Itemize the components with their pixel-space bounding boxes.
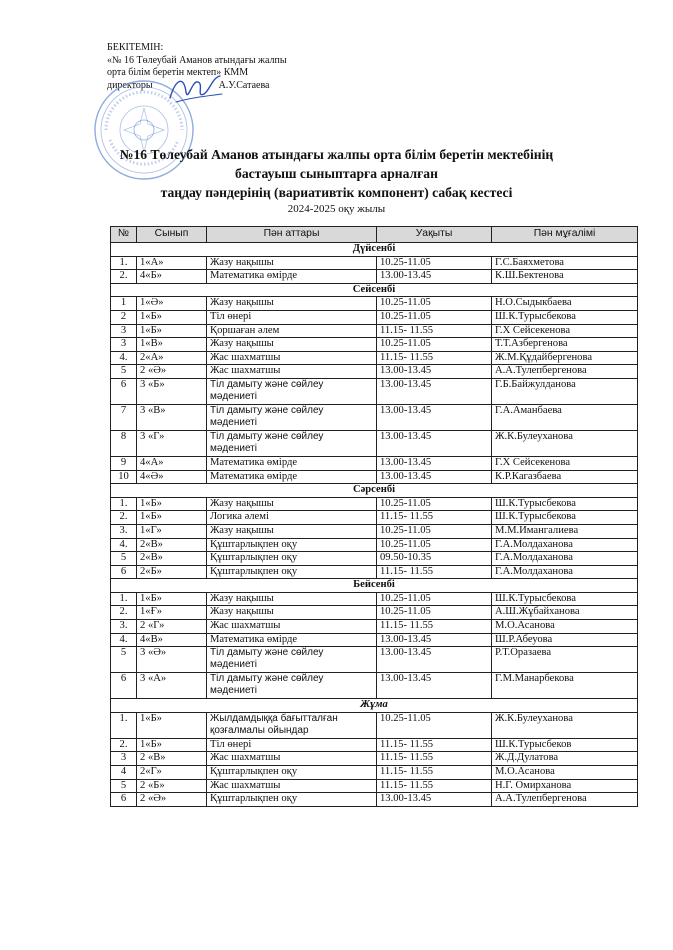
- table-row: [111, 338, 638, 352]
- row-number: 4.: [111, 633, 137, 647]
- teacher-cell: Ш.К.Турысбекова: [492, 511, 638, 525]
- header-subject: Пән аттары: [207, 227, 377, 243]
- title-line-2: бастауыш сыныптарға арналған: [235, 166, 438, 181]
- time-cell: 13.00-13.45: [377, 647, 492, 673]
- time-cell: 11.15- 11.55: [377, 752, 492, 766]
- subject-cell: Қоршаған әлем: [207, 324, 377, 338]
- table-row: [111, 673, 638, 699]
- row-number: 6: [111, 565, 137, 579]
- class-cell: 1«Б»: [137, 324, 207, 338]
- row-number: 4: [111, 766, 137, 780]
- table-row: [111, 310, 638, 324]
- subject-cell: Жазу нақышы: [207, 592, 377, 606]
- row-number: 2.: [111, 606, 137, 620]
- subject-cell: Тіл дамыту және сөйлеу мәдениеті: [207, 404, 377, 430]
- table-row: [111, 592, 638, 606]
- time-cell: 11.15- 11.55: [377, 324, 492, 338]
- subject-cell: Жазу нақышы: [207, 338, 377, 352]
- time-cell: 09.50-10.35: [377, 552, 492, 566]
- subject-cell: Құштарлықпен оқу: [207, 565, 377, 579]
- row-number: 5: [111, 779, 137, 793]
- time-cell: 10.25-11.05: [377, 297, 492, 311]
- title-line-3: таңдау пәндерінің (вариативтік компонент) сабақ кестесі: [160, 185, 513, 200]
- subject-cell: Жазу нақышы: [207, 606, 377, 620]
- table-row: [111, 620, 638, 634]
- day-row: [111, 579, 638, 593]
- subject-cell: Құштарлықпен оқу: [207, 552, 377, 566]
- day-name: Сәрсенбі: [111, 484, 638, 498]
- row-number: 3: [111, 324, 137, 338]
- director-name: А.У.Сатаева: [218, 79, 270, 91]
- day-name: Бейсенбі: [111, 579, 638, 593]
- class-cell: 2 «Ә»: [137, 793, 207, 807]
- class-cell: 1«Ә»: [137, 297, 207, 311]
- class-cell: 1«Ғ»: [137, 606, 207, 620]
- row-number: 10: [111, 470, 137, 484]
- class-cell: 2 «Б»: [137, 779, 207, 793]
- subject-cell: Жазу нақышы: [207, 524, 377, 538]
- row-number: 2.: [111, 511, 137, 525]
- class-cell: 1«Б»: [137, 712, 207, 738]
- row-number: 5: [111, 552, 137, 566]
- subject-cell: Тіл өнері: [207, 310, 377, 324]
- title-line-1: №16 Төлеубай Аманов атындағы жалпы орта білім беретін мектебінің: [119, 147, 554, 162]
- time-cell: 13.00-13.45: [377, 633, 492, 647]
- row-number: 5: [111, 365, 137, 379]
- table-row: [111, 793, 638, 807]
- table-row: [111, 256, 638, 270]
- class-cell: 2«Б»: [137, 565, 207, 579]
- time-cell: 10.25-11.05: [377, 310, 492, 324]
- class-cell: 1«Б»: [137, 310, 207, 324]
- teacher-cell: Г.А.Молдаханова: [492, 565, 638, 579]
- table-row: [111, 511, 638, 525]
- subject-cell: Құштарлықпен оқу: [207, 793, 377, 807]
- time-cell: 13.00-13.45: [377, 456, 492, 470]
- schedule-table: [110, 226, 638, 807]
- teacher-cell: Г.А.Молдаханова: [492, 538, 638, 552]
- class-cell: 1«В»: [137, 338, 207, 352]
- teacher-cell: А.А.Тулепбергенова: [492, 793, 638, 807]
- teacher-cell: Т.Т.Азбергенова: [492, 338, 638, 352]
- class-cell: 3 «Б»: [137, 378, 207, 404]
- class-cell: 1«Б»: [137, 738, 207, 752]
- approval-school-line: «№ 16 Төлеубай Аманов атындағы жалпы: [107, 54, 287, 66]
- time-cell: 10.25-11.05: [377, 524, 492, 538]
- time-cell: 10.25-11.05: [377, 497, 492, 511]
- time-cell: 10.25-11.05: [377, 338, 492, 352]
- class-cell: 3 «Г»: [137, 430, 207, 456]
- row-number: 7: [111, 404, 137, 430]
- day-row: [111, 283, 638, 297]
- row-number: 1.: [111, 712, 137, 738]
- table-row: [111, 766, 638, 780]
- teacher-cell: Ш.К.Турысбеков: [492, 738, 638, 752]
- subject-cell: Математика өмірде: [207, 470, 377, 484]
- row-number: 1.: [111, 256, 137, 270]
- class-cell: 2«В»: [137, 552, 207, 566]
- academic-year: 2024-2025 оқу жылы: [287, 203, 386, 215]
- table-row: [111, 538, 638, 552]
- table-row: [111, 430, 638, 456]
- row-number: 6: [111, 673, 137, 699]
- document-title: [0, 145, 673, 216]
- header-teacher: Пән мұғалімі: [492, 227, 638, 243]
- time-cell: 11.15- 11.55: [377, 779, 492, 793]
- row-number: 2.: [111, 270, 137, 284]
- time-cell: 13.00-13.45: [377, 470, 492, 484]
- teacher-cell: Г.С.Баяхметова: [492, 256, 638, 270]
- teacher-cell: Г.А.Аманбаева: [492, 404, 638, 430]
- teacher-cell: Ж.М.Құдайбергенова: [492, 351, 638, 365]
- subject-cell: Жас шахматшы: [207, 779, 377, 793]
- teacher-cell: Ж.К.Булеуханова: [492, 712, 638, 738]
- table-row: [111, 456, 638, 470]
- subject-cell: Жас шахматшы: [207, 752, 377, 766]
- class-cell: 2«В»: [137, 538, 207, 552]
- table-row: [111, 324, 638, 338]
- table-row: [111, 779, 638, 793]
- table-row: [111, 633, 638, 647]
- time-cell: 11.15- 11.55: [377, 351, 492, 365]
- teacher-cell: М.М.Имангалиева: [492, 524, 638, 538]
- row-number: 4.: [111, 351, 137, 365]
- class-cell: 4«А»: [137, 456, 207, 470]
- time-cell: 13.00-13.45: [377, 673, 492, 699]
- row-number: 3: [111, 752, 137, 766]
- row-number: 1.: [111, 497, 137, 511]
- subject-cell: Жылдамдыққа бағытталған қозғалмалы ойындар: [207, 712, 377, 738]
- teacher-cell: Ш.К.Турысбекова: [492, 497, 638, 511]
- class-cell: 1«Б»: [137, 592, 207, 606]
- time-cell: 13.00-13.45: [377, 404, 492, 430]
- table-row: [111, 404, 638, 430]
- class-cell: 4«Б»: [137, 270, 207, 284]
- day-name: Сейсенбі: [111, 283, 638, 297]
- time-cell: 10.25-11.05: [377, 606, 492, 620]
- subject-cell: Жазу нақышы: [207, 297, 377, 311]
- time-cell: 10.25-11.05: [377, 712, 492, 738]
- teacher-cell: М.О.Асанова: [492, 620, 638, 634]
- time-cell: 10.25-11.05: [377, 538, 492, 552]
- approval-org-line: орта білім беретін мектеп» КММ: [107, 67, 249, 78]
- table-header-row: [111, 227, 638, 243]
- time-cell: 11.15- 11.55: [377, 565, 492, 579]
- time-cell: 10.25-11.05: [377, 256, 492, 270]
- teacher-cell: Ж.Д.Дулатова: [492, 752, 638, 766]
- row-number: 1: [111, 297, 137, 311]
- table-row: [111, 552, 638, 566]
- class-cell: 2 «Ә»: [137, 365, 207, 379]
- row-number: 3.: [111, 620, 137, 634]
- teacher-cell: Н.Г. Омирханова: [492, 779, 638, 793]
- day-row: [111, 484, 638, 498]
- subject-cell: Жазу нақышы: [207, 497, 377, 511]
- subject-cell: Жас шахматшы: [207, 365, 377, 379]
- time-cell: 13.00-13.45: [377, 378, 492, 404]
- table-row: [111, 565, 638, 579]
- subject-cell: Құштарлықпен оқу: [207, 538, 377, 552]
- time-cell: 13.00-13.45: [377, 793, 492, 807]
- subject-cell: Тіл өнері: [207, 738, 377, 752]
- time-cell: 11.15- 11.55: [377, 511, 492, 525]
- schedule-body: [111, 243, 638, 807]
- row-number: 4.: [111, 538, 137, 552]
- row-number: 2: [111, 310, 137, 324]
- day-name: Дүйсенбі: [111, 243, 638, 257]
- teacher-cell: Ж.К.Булеуханова: [492, 430, 638, 456]
- director-signature: [166, 68, 226, 108]
- header-class: Сынып: [137, 227, 207, 243]
- teacher-cell: Г.Х Сейсекенова: [492, 324, 638, 338]
- teacher-cell: Г.Б.Байжулданова: [492, 378, 638, 404]
- class-cell: 2 «Г»: [137, 620, 207, 634]
- subject-cell: Математика өмірде: [207, 456, 377, 470]
- teacher-cell: Г.М.Манарбекова: [492, 673, 638, 699]
- table-row: [111, 365, 638, 379]
- row-number: 3: [111, 338, 137, 352]
- class-cell: 3 «Ә»: [137, 647, 207, 673]
- teacher-cell: Р.Т.Оразаева: [492, 647, 638, 673]
- subject-cell: Тіл дамыту және сөйлеу мәдениеті: [207, 430, 377, 456]
- teacher-cell: А.Ш.Жұбайханова: [492, 606, 638, 620]
- row-number: 8: [111, 430, 137, 456]
- teacher-cell: Ш.К.Турысбекова: [492, 310, 638, 324]
- table-row: [111, 647, 638, 673]
- teacher-cell: А.А.Тулепбергенова: [492, 365, 638, 379]
- table-row: [111, 752, 638, 766]
- class-cell: 2«А»: [137, 351, 207, 365]
- time-cell: 11.15- 11.55: [377, 738, 492, 752]
- time-cell: 13.00-13.45: [377, 270, 492, 284]
- header-time: Уақыты: [377, 227, 492, 243]
- class-cell: 3 «А»: [137, 673, 207, 699]
- day-row: [111, 243, 638, 257]
- subject-cell: Жазу нақышы: [207, 256, 377, 270]
- subject-cell: Жас шахматшы: [207, 620, 377, 634]
- time-cell: 11.15- 11.55: [377, 620, 492, 634]
- subject-cell: Тіл дамыту және сөйлеу мәдениеті: [207, 647, 377, 673]
- approval-heading: БЕКІТЕМІН:: [107, 42, 164, 53]
- time-cell: 11.15- 11.55: [377, 766, 492, 780]
- time-cell: 10.25-11.05: [377, 592, 492, 606]
- table-row: [111, 270, 638, 284]
- table-row: [111, 351, 638, 365]
- table-row: [111, 378, 638, 404]
- class-cell: 1«Б»: [137, 511, 207, 525]
- class-cell: 3 «В»: [137, 404, 207, 430]
- subject-cell: Жас шахматшы: [207, 351, 377, 365]
- table-row: [111, 524, 638, 538]
- row-number: 6: [111, 378, 137, 404]
- header-number: №: [111, 227, 137, 243]
- time-cell: 13.00-13.45: [377, 365, 492, 379]
- class-cell: 4«В»: [137, 633, 207, 647]
- table-row: [111, 497, 638, 511]
- class-cell: 2«Г»: [137, 766, 207, 780]
- teacher-cell: Г.А.Молдаханова: [492, 552, 638, 566]
- row-number: 5: [111, 647, 137, 673]
- table-row: [111, 712, 638, 738]
- table-row: [111, 297, 638, 311]
- teacher-cell: Г.Х Сейсекенова: [492, 456, 638, 470]
- table-row: [111, 606, 638, 620]
- teacher-cell: М.О.Асанова: [492, 766, 638, 780]
- table-row: [111, 470, 638, 484]
- row-number: 3.: [111, 524, 137, 538]
- day-row: [111, 699, 638, 713]
- class-cell: 1«Г»: [137, 524, 207, 538]
- row-number: 9: [111, 456, 137, 470]
- class-cell: 2 «В»: [137, 752, 207, 766]
- row-number: 6: [111, 793, 137, 807]
- class-cell: 1«Б»: [137, 497, 207, 511]
- teacher-cell: К.Ш.Бектенова: [492, 270, 638, 284]
- subject-cell: Логика әлемі: [207, 511, 377, 525]
- teacher-cell: Н.О.Сыдыкбаева: [492, 297, 638, 311]
- time-cell: 13.00-13.45: [377, 430, 492, 456]
- subject-cell: Тіл дамыту және сөйлеу мәдениеті: [207, 673, 377, 699]
- table-row: [111, 738, 638, 752]
- subject-cell: Математика өмірде: [207, 633, 377, 647]
- teacher-cell: Ш.Р.Абеуова: [492, 633, 638, 647]
- class-cell: 4«Ә»: [137, 470, 207, 484]
- teacher-cell: Ш.К.Турысбекова: [492, 592, 638, 606]
- subject-cell: Тіл дамыту және сөйлеу мәдениеті: [207, 378, 377, 404]
- row-number: 1.: [111, 592, 137, 606]
- day-name: Жұма: [111, 699, 638, 713]
- director-label: директоры: [107, 79, 153, 91]
- teacher-cell: К.Р.Кагазбаева: [492, 470, 638, 484]
- class-cell: 1«А»: [137, 256, 207, 270]
- row-number: 2.: [111, 738, 137, 752]
- subject-cell: Математика өмірде: [207, 270, 377, 284]
- subject-cell: Құштарлықпен оқу: [207, 766, 377, 780]
